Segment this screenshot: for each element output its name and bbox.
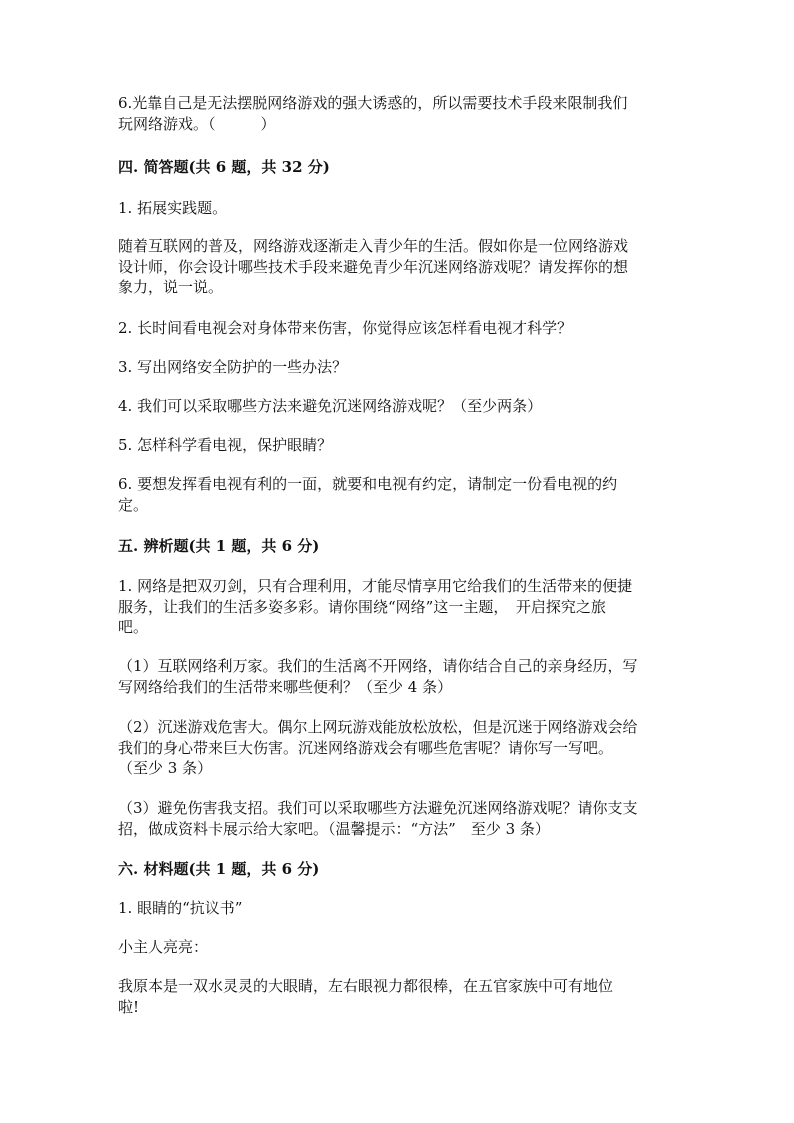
analysis-subquestion-3: （3）避免伤害我支招。我们可以采取哪些方法避免沉迷网络游戏呢？请你支支 招，做成资料卡展示给大家吧。（温馨提示：“方法” 至少 3 条） — [118, 799, 638, 838]
short-answer-question-4: 4. 我们可以采取哪些方法来避免沉迷网络游戏呢？（至少两条） — [118, 397, 543, 415]
short-answer-question-2: 2. 长时间看电视会对身体带来伤害，你觉得应该怎样看电视才科学？ — [118, 319, 573, 337]
material-salutation: 小主人亮亮： — [118, 938, 209, 956]
analysis-subquestion-2: （2）沉迷游戏危害大。偶尔上网玩游戏能放松放松，但是沉迷于网络游戏会给 我们的身心带来巨大伤害。沉迷网络游戏会有哪些危害呢？请你写一写吧。 （至少 3 条） — [118, 718, 638, 777]
short-answer-question-1-body: 随着互联网的普及，网络游戏逐渐走入青少年的生活。假如你是一位网络游戏 设计师，你会设计哪些技术手段来避免青少年沉迷网络游戏呢？请发挥你的想 象力，说一说。 — [118, 237, 629, 296]
short-answer-question-5: 5. 怎样科学看电视，保护眼睛？ — [118, 436, 333, 454]
analysis-subquestion-1: （1）互联网络利万家。我们的生活离不开网络，请你结合自己的亲身经历，写 写网络给我们的生活带来哪些便利？（至少 4 条） — [118, 657, 638, 696]
material-body: 我原本是一双水灵灵的大眼睛，左右眼视力都很棒，在五官家族中可有地位 啦! — [118, 977, 614, 1016]
section-heading-material: 六. 材料题(共 1 题，共 6 分) — [118, 860, 320, 878]
short-answer-question-6: 6. 要想发挥看电视有利的一面，就要和电视有约定，请制定一份看电视的约 定。 — [118, 475, 618, 514]
short-answer-question-1: 1. 拓展实践题。 — [118, 199, 228, 217]
judgment-question-6: 6.光靠自己是无法摆脱网络游戏的强大诱惑的，所以需要技术手段来限制我们 玩网络游戏。（ ） — [118, 94, 628, 133]
short-answer-question-3: 3. 写出网络安全防护的一些办法？ — [118, 358, 348, 376]
analysis-question-1: 1. 网络是把双刃剑，只有合理利用，才能尽情享用它给我们的生活带来的便捷 服务，让我们的生活多姿多彩。请你围绕“网络”这一主题， 开启探究之旅 吧。 — [118, 577, 633, 636]
section-heading-analysis: 五. 辨析题(共 1 题，共 6 分) — [118, 537, 320, 555]
material-question-1: 1. 眼睛的“抗议书” — [118, 899, 243, 917]
section-heading-short-answer: 四. 简答题(共 6 题，共 32 分) — [118, 158, 330, 176]
